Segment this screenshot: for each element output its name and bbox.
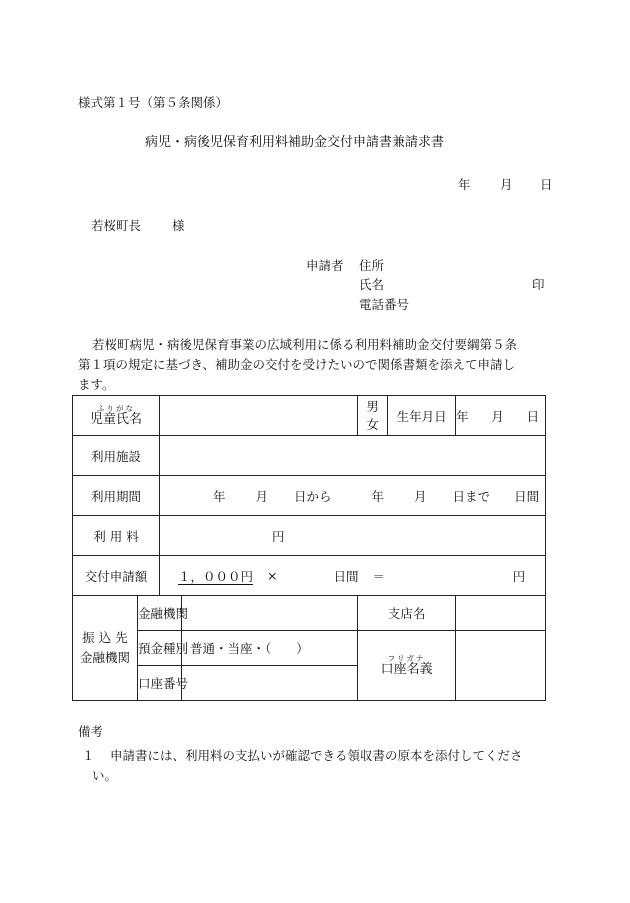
grant-equals: ＝ [372,568,386,584]
period-month-1: 月 [255,488,268,504]
fee-label: 利 用 料 [73,516,160,556]
transfer-account-label [73,596,138,701]
birthdate-label: 生年月日 [388,396,456,436]
grant-label: 交付申請額 [73,556,160,596]
branch-label: 支店名 [358,596,456,631]
facility-field[interactable] [160,436,546,476]
addressee-honorific: 様 [172,218,185,233]
account-type-field[interactable]: 普通・当座・（ ） [182,631,358,666]
bank-field[interactable] [182,596,358,631]
row-child-name [73,396,546,436]
application-table [72,395,546,701]
child-name-ruby: ふりがな [97,403,135,413]
period-field[interactable] [160,476,546,516]
paragraph-line-2: 第１項の規定に基づき、補助金の交付を受けたいので関係書類を添えて申請し [78,357,516,372]
date-month: 月 [500,177,513,192]
period-month-2: 月 [414,488,427,504]
row-fee [73,516,546,556]
form-number: 様式第１号（第５条関係） [78,95,229,110]
paragraph-line-1: 若桜町病児・病後児保育事業の広域利用に係る利用料補助金交付要綱第５条 [92,337,518,352]
grant-field[interactable] [160,556,546,596]
sex-female: 女 [366,416,379,432]
fee-field[interactable] [160,516,546,556]
remarks-item-1-text: 申請書には、利用料の支払いが確認できる領収書の原本を添付してくださ [110,748,523,763]
fee-unit: 円 [272,528,285,544]
transfer-label-line-1: 振 込 先 [82,630,128,645]
row-facility [73,436,546,476]
row-account-type [73,631,546,666]
period-year-2: 年 [371,488,385,504]
row-bank [73,596,546,631]
grant-unit: 円 [512,568,526,584]
bank-label: 金融機関 [138,596,182,631]
child-name-field[interactable] [160,396,358,436]
remarks-item-1-num: １ [82,748,95,763]
grant-days: 日間 [333,568,359,584]
remarks-heading: 備考 [78,724,104,739]
period-from: 日から [294,488,332,504]
paragraph-line-3: ます。 [78,377,115,392]
child-name-text: 児童氏名 [90,412,143,428]
applicant-phone-label: 電話番号 [359,297,410,312]
applicant-label: 申請者 [306,258,344,273]
account-type-label: 預金種別 [138,631,182,666]
sex-field[interactable] [358,396,388,436]
facility-label: 利用施設 [73,436,160,476]
addressee-name: 若桜町長 [91,218,142,233]
period-label: 利用期間 [73,476,160,516]
row-grant-amount [73,556,546,596]
period-until: 日まで [452,488,491,504]
request-paragraph [78,335,554,395]
account-number-field[interactable] [182,666,358,701]
account-name-field[interactable] [456,631,546,701]
birth-month: 月 [491,408,504,424]
account-name-label [358,631,456,701]
account-name-text: 口座名義 [380,662,433,678]
row-period [73,476,546,516]
date-year: 年 [458,177,471,192]
birth-year: 年 [456,408,469,424]
remarks-item-1 [78,746,554,786]
period-year-1: 年 [212,488,226,504]
applicant-name-label: 氏名 [359,277,385,292]
period-days: 日間 [514,488,540,504]
applicant-address-label: 住所 [359,258,385,273]
date-day: 日 [540,177,553,192]
birth-day: 日 [526,408,540,424]
remarks-item-1-cont: い。 [92,768,118,783]
grant-rate: １，０００円 [178,568,254,584]
form-title: 病児・病後児保育利用料補助金交付申請書兼請求書 [145,135,445,150]
transfer-label-line-2: 金融機関 [79,650,130,665]
birthdate-field[interactable] [456,396,546,436]
branch-field[interactable] [456,596,546,631]
applicant-seal-mark: 印 [532,277,545,292]
grant-times: × [267,568,278,583]
account-name-ruby: フリガナ [387,653,426,663]
child-name-label [73,396,160,436]
sex-male: 男 [366,398,379,414]
account-number-label: 口座番号 [138,666,182,701]
